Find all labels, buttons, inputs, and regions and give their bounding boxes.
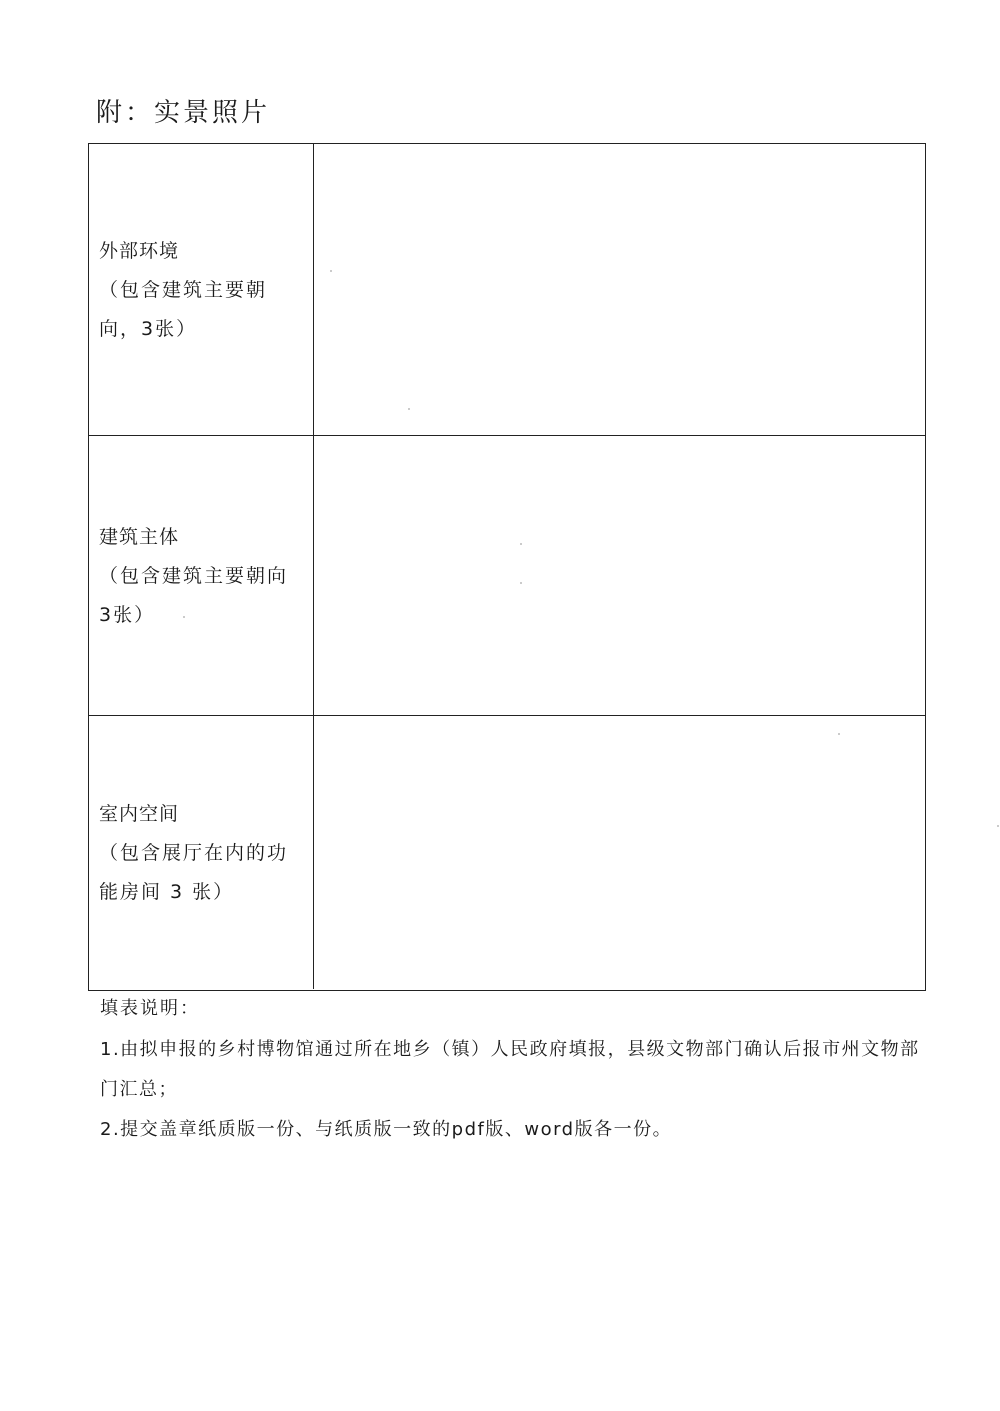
scan-speck — [520, 582, 522, 584]
instruction-item: 1.由拟申报的乡村博物馆通过所在地乡（镇）人民政府填报，县级文物部门确认后报市州文物部门汇总； — [100, 1039, 920, 1100]
table-row — [89, 716, 925, 989]
table-row — [89, 436, 925, 716]
scan-speck — [330, 270, 332, 272]
instructions — [100, 992, 920, 1150]
scan-speck — [183, 616, 185, 618]
photo-cell[interactable] — [314, 144, 925, 435]
row-label-cell — [89, 436, 314, 715]
photo-table — [88, 143, 926, 991]
row-note: （包含建筑主要朝向 3张） — [99, 564, 289, 626]
row-label-cell — [89, 144, 314, 435]
table-row — [89, 144, 925, 436]
row-note: （包含展厅在内的功能房间 3 张） — [99, 841, 289, 903]
photo-cell[interactable] — [314, 436, 925, 715]
scan-speck — [520, 543, 522, 545]
instructions-title: 填表说明： — [100, 998, 200, 1019]
scan-speck — [408, 408, 410, 410]
instruction-item: 2.提交盖章纸质版一份、与纸质版一致的pdf版、word版各一份。 — [100, 1119, 673, 1140]
row-title: 建筑主体 — [99, 525, 180, 548]
row-label-cell — [89, 716, 314, 989]
photo-cell[interactable] — [314, 716, 925, 989]
page-title: 附：实景照片 — [96, 98, 271, 128]
scan-speck — [997, 825, 999, 827]
row-title: 外部环境 — [99, 239, 180, 262]
row-title: 室内空间 — [99, 802, 180, 825]
scan-speck — [838, 733, 840, 735]
row-note: （包含建筑主要朝向，3张） — [99, 278, 268, 340]
